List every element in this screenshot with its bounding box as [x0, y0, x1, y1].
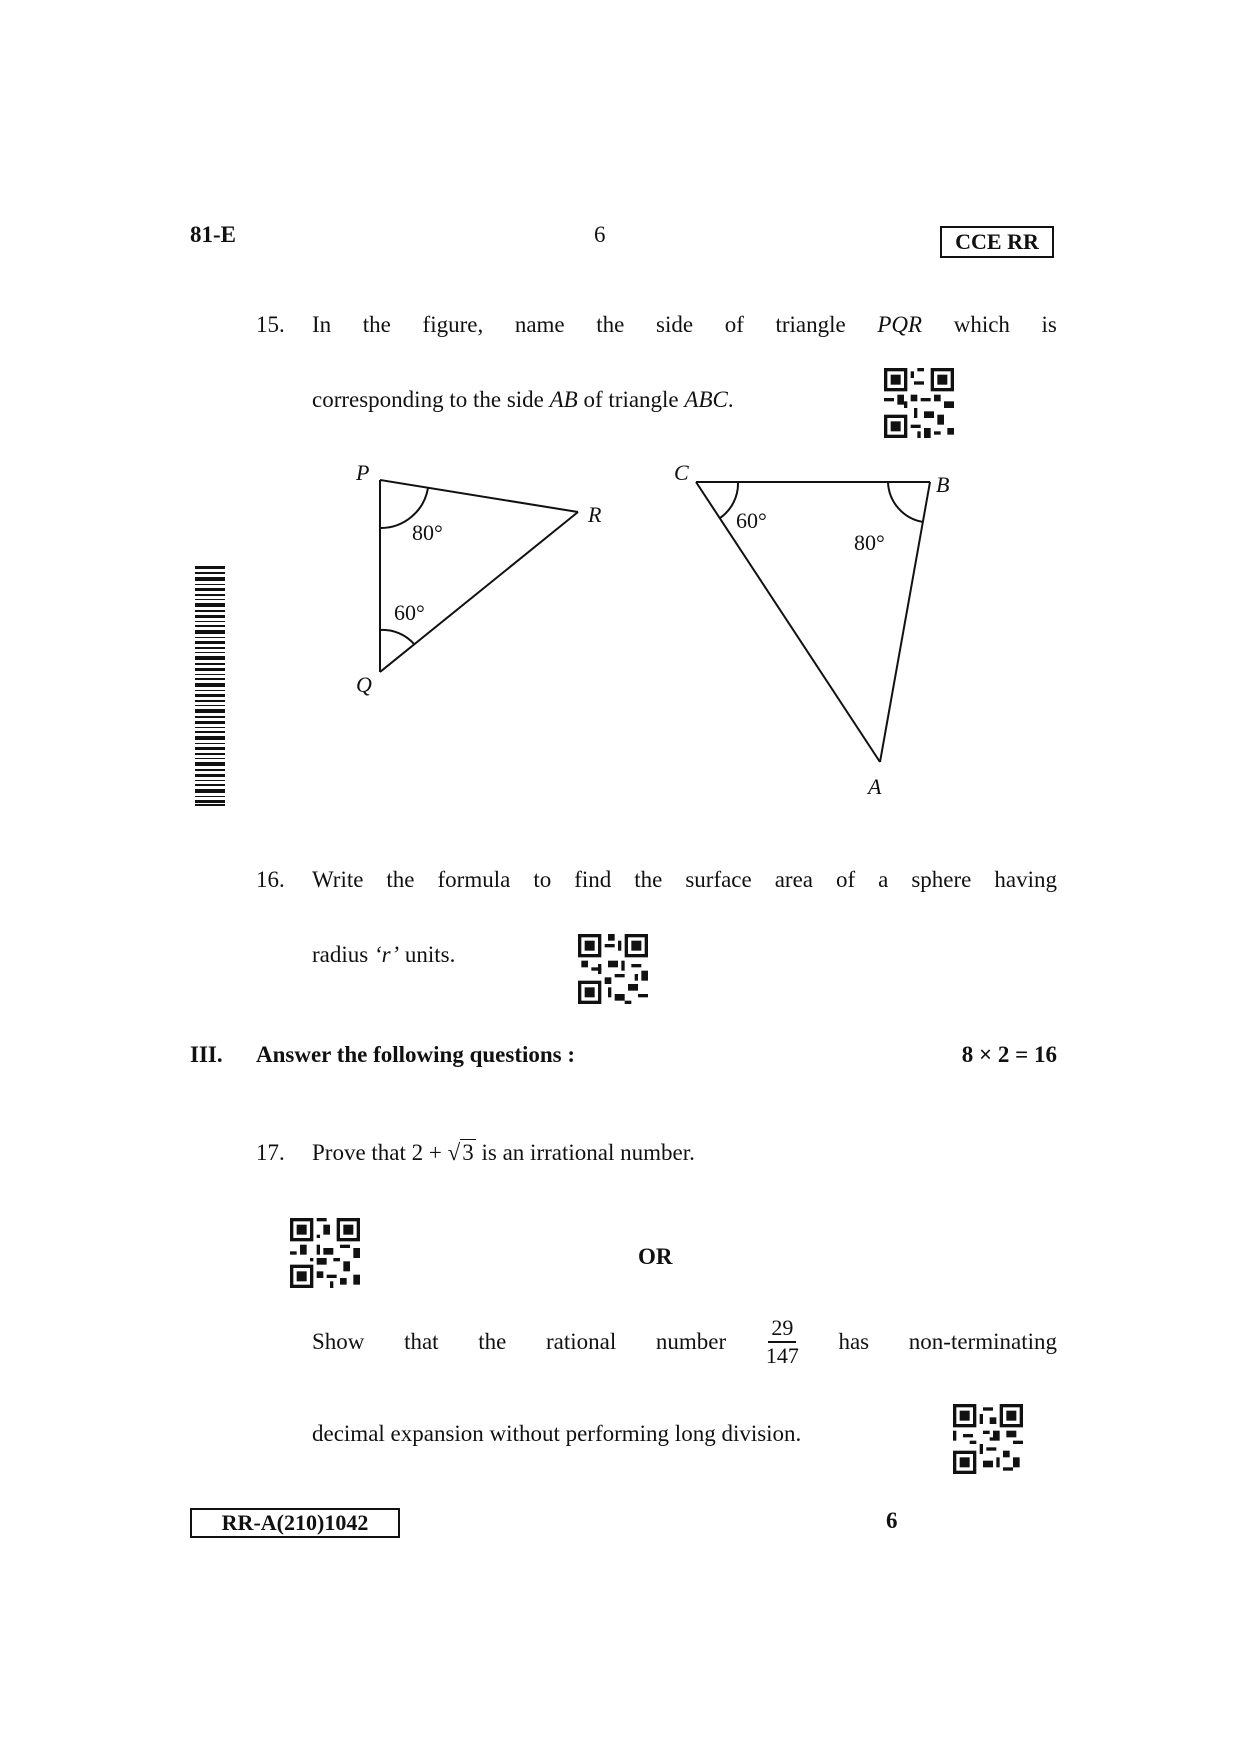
q15-figure	[340, 450, 960, 810]
q16-word: of	[836, 867, 856, 892]
q15-word: of	[724, 312, 744, 337]
q16-word: Write	[312, 867, 364, 892]
or-label: OR	[638, 1244, 673, 1269]
q15-line1	[312, 312, 1057, 338]
q17-alt-word: has	[838, 1329, 870, 1354]
q15-text: of triangle	[577, 387, 685, 412]
q16-word: a	[878, 867, 889, 892]
q16-word: area	[774, 867, 814, 892]
vertex-r: R	[588, 502, 602, 527]
section-title: Answer the following questions :	[256, 1042, 576, 1067]
q17-text: is an irrational number.	[475, 1140, 695, 1165]
paper-code: 81-E	[190, 222, 236, 247]
q15-word: the	[362, 312, 391, 337]
q17-alt-word: rational	[545, 1329, 617, 1354]
side-qr	[380, 512, 578, 672]
qr-code-icon	[290, 1218, 360, 1288]
side-ba	[880, 482, 930, 762]
q16-word: the	[386, 867, 415, 892]
q15-word: is	[1041, 312, 1057, 337]
q15-text: .	[727, 387, 734, 412]
footer-code-box: RR-A(210)1042	[190, 1508, 400, 1538]
q17-alt-line2: decimal expansion without performing long division.	[312, 1421, 802, 1446]
angle-b-arc	[888, 482, 923, 522]
q17-text: Prove that 2 +	[312, 1140, 448, 1165]
fraction-denominator: 147	[765, 1343, 799, 1368]
fraction-numerator: 29	[768, 1315, 796, 1343]
q16-word: sphere	[911, 867, 972, 892]
angle-b-label: 80°	[854, 530, 885, 555]
q16-word: to	[533, 867, 552, 892]
q17-alt-word: number	[655, 1329, 727, 1354]
footer-page-number: 6	[886, 1508, 898, 1533]
q16-word: having	[994, 867, 1057, 892]
q16-word: surface	[685, 867, 752, 892]
sqrt-symbol: √	[447, 1140, 461, 1165]
q16-number: 16.	[256, 867, 285, 892]
section-marks: 8 × 2 = 16	[961, 1042, 1057, 1067]
q15-word: PQR	[877, 312, 923, 337]
q15-text: corresponding to the side	[312, 387, 550, 412]
qr-code-icon	[884, 368, 954, 438]
q16-word: find	[574, 867, 612, 892]
vertex-a: A	[868, 774, 882, 799]
q17-line1	[312, 1140, 695, 1166]
q17-alt-word: that	[404, 1329, 439, 1354]
q15-triangle-abc: ABC	[684, 387, 728, 412]
q15-word: the	[596, 312, 625, 337]
page-number: 6	[594, 222, 606, 247]
q17-alt-word: non-terminating	[908, 1329, 1057, 1354]
q15-word: In	[312, 312, 332, 337]
q15-line2	[312, 387, 734, 413]
q16-line2	[312, 942, 455, 968]
q17-alt-word: Show	[312, 1329, 365, 1354]
side-pr	[380, 480, 578, 512]
q16-line1	[312, 867, 1057, 893]
q16-text: radius	[312, 942, 374, 967]
q16-word: formula	[437, 867, 511, 892]
q15-word: which	[953, 312, 1010, 337]
vertex-p: P	[356, 460, 370, 485]
q15-side-ab: AB	[549, 387, 578, 412]
q15-word: figure,	[422, 312, 484, 337]
angle-p-label: 80°	[412, 520, 443, 545]
q15-word: name	[514, 312, 565, 337]
vertex-c: C	[674, 460, 689, 485]
q16-radius-symbol: ‘r’	[373, 942, 400, 967]
angle-c-label: 60°	[736, 508, 767, 533]
barcode-icon	[195, 566, 225, 806]
angle-q-label: 60°	[394, 600, 425, 625]
qr-code-icon	[953, 1404, 1023, 1474]
q17-alt-line1	[312, 1314, 1057, 1370]
fraction	[766, 1315, 799, 1369]
q15-word: side	[656, 312, 694, 337]
q17-number: 17.	[256, 1140, 285, 1165]
q16-word: the	[634, 867, 663, 892]
q17-alt-word: the	[478, 1329, 507, 1354]
q15-number: 15.	[256, 312, 285, 337]
vertex-b: B	[936, 472, 950, 497]
series-box: CCE RR	[940, 226, 1054, 258]
q16-text: units.	[399, 942, 456, 967]
q15-word: triangle	[775, 312, 846, 337]
qr-code-icon	[578, 934, 648, 1004]
sqrt-argument: 3	[462, 1140, 474, 1165]
section-roman: III.	[190, 1042, 223, 1067]
angle-q-arc	[380, 630, 414, 644]
side-ca	[696, 482, 880, 762]
vertex-q: Q	[356, 672, 372, 697]
